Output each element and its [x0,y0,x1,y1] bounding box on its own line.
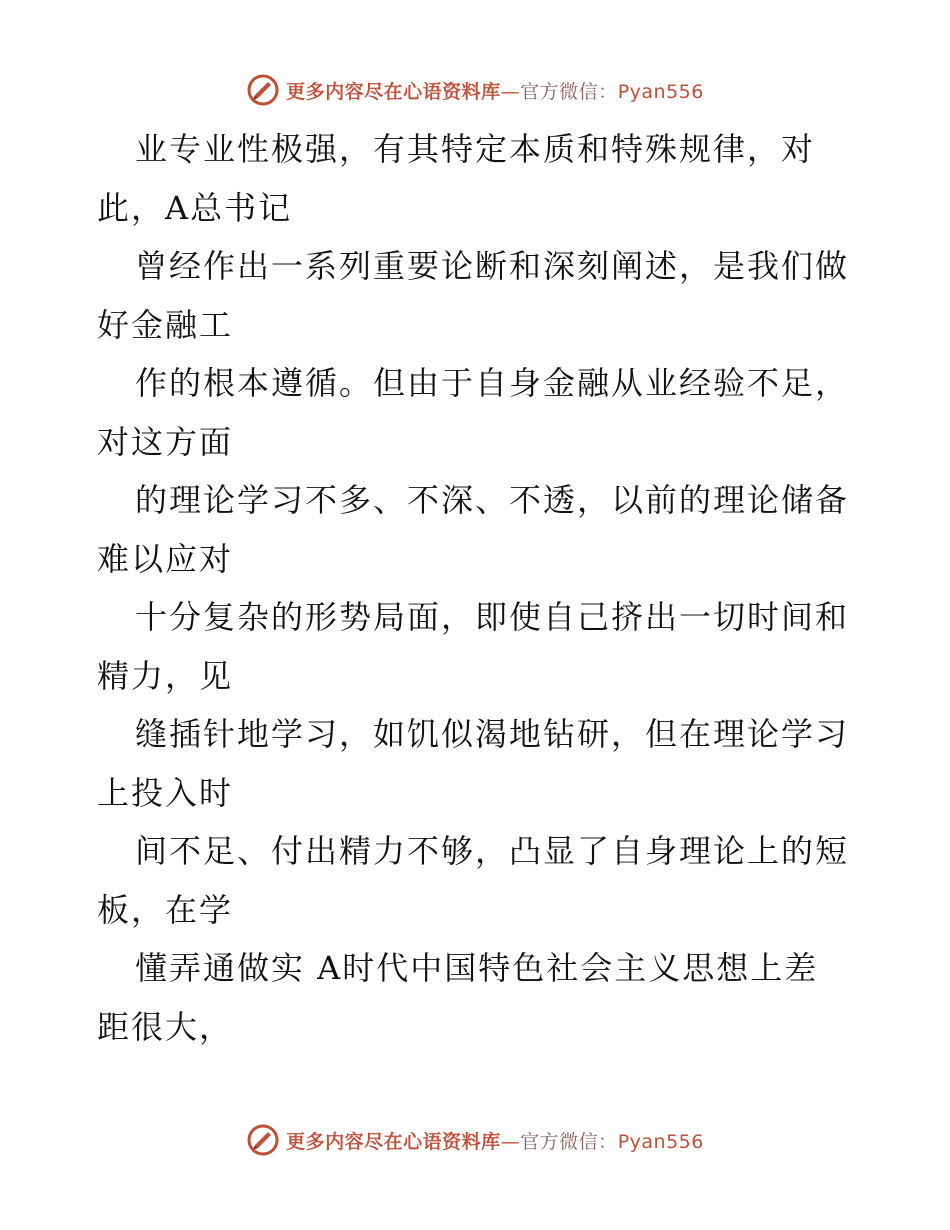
body-line: 的理论学习不多、不深、不透，以前的理论储备 [135,481,850,519]
body-line: 业专业性极强，有其特定本质和特殊规律，对 [135,130,816,168]
header-dash: — [500,80,521,103]
header-wechat-id: Pyan556 [617,80,704,103]
body-line: 对这方面 [97,422,234,461]
body-line: 上投入时 [97,773,234,812]
body-line: 懂弄通做实 A时代中国特色社会主义思想上差 [135,949,819,987]
footer-wechat-id: Pyan556 [617,1130,704,1153]
body-line: 距很大， [97,1007,234,1046]
body-line: 板，在学 [97,890,234,929]
body-line: 好金融工 [97,305,234,344]
logo-icon [246,1123,280,1157]
document-body [97,120,857,1056]
body-line: 此，A总书记 [97,188,293,227]
header-text [286,77,704,104]
body-line: 十分复杂的形势局面，即使自己挤出一切时间和 [135,598,850,636]
body-line: 曾经作出一系列重要论断和深刻阐述，是我们做 [135,247,850,285]
body-line: 难以应对 [97,539,234,578]
header-wechat-label: 官方微信： [520,80,618,103]
body-line: 间不足、付出精力不够，凸显了自身理论上的短 [135,832,850,870]
header-brand: 更多内容尽在心语资料库 [286,80,501,103]
body-line: 精力，见 [97,656,234,695]
footer-brand: 更多内容尽在心语资料库 [286,1130,501,1153]
logo-icon [246,73,280,107]
footer-banner [0,1120,950,1160]
footer-wechat-label: 官方微信： [520,1130,618,1153]
footer-dash: — [500,1130,521,1153]
footer-text [286,1127,704,1154]
header-banner [0,70,950,110]
body-line: 作的根本遵循。但由于自身金融从业经验不足， [135,364,850,402]
body-line: 缝插针地学习，如饥似渴地钻研，但在理论学习 [135,715,850,753]
